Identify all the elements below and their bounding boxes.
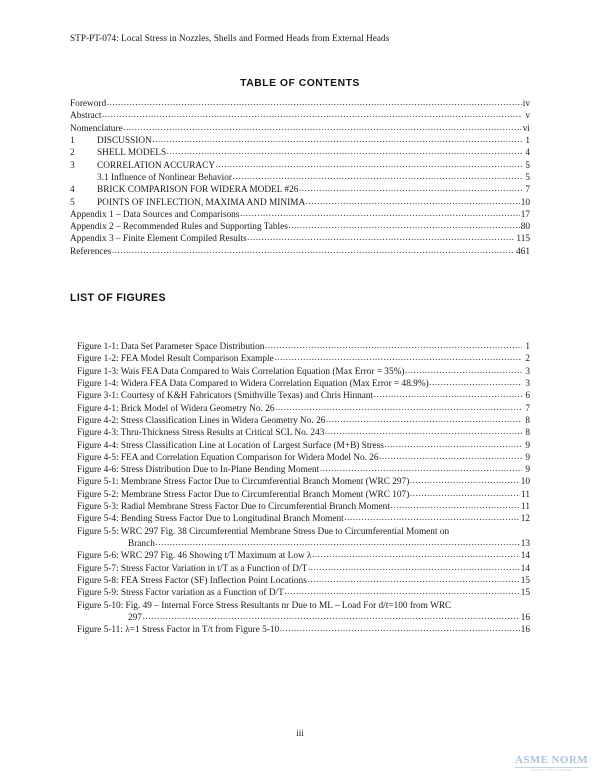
entry-label: Figure 4-2: Stress Classification Lines in Widera Geometry No. 26	[77, 415, 326, 426]
toc-entry[interactable]	[70, 246, 530, 258]
dot-leader	[379, 451, 522, 460]
dot-leader	[288, 220, 519, 229]
entry-number: 4	[70, 185, 75, 196]
figure-entry[interactable]	[70, 624, 530, 636]
entry-page-number: vi	[522, 123, 530, 134]
entry-page-number: 1	[525, 135, 530, 146]
running-header: STP-PT-074: Local Stress in Nozzles, Shells and Formed Heads from External Heads	[70, 33, 390, 43]
entry-page-number: 7	[525, 403, 530, 414]
dot-leader	[152, 134, 522, 143]
entry-label: Figure 4-5: FEA and Correlation Equation Comparison for Widera Model No. 26	[77, 452, 379, 463]
entry-label: Figure 5-5: WRC 297 Fig. 38 Circumferential Membrane Stress Due to Circumferential Moment on	[77, 526, 450, 537]
dot-leader	[410, 475, 520, 484]
dot-leader	[274, 352, 522, 361]
entry-label: Figure 4-1: Brick Model of Widera Geometry No. 26	[77, 403, 275, 414]
dot-leader	[344, 512, 519, 521]
entry-page-number: 16	[520, 625, 530, 636]
entry-label: 297	[128, 612, 142, 623]
entry-label: Figure 5-11: λ=1 Stress Factor in T/t from Figure 5-10	[77, 625, 280, 636]
entry-label: Figure 1-2: FEA Model Result Comparison Example	[77, 354, 274, 365]
entry-label: Figure 4-6: Stress Distribution Due to In-Plane Bending Moment	[77, 465, 320, 476]
table-of-contents-list	[70, 98, 530, 258]
entry-page-number: 2	[525, 354, 530, 365]
dot-leader	[299, 183, 522, 192]
dot-leader	[216, 159, 522, 168]
table-of-contents-heading: TABLE OF CONTENTS	[240, 78, 360, 89]
entry-label: POINTS OF INFLECTION, MAXIMA AND MINIMA	[97, 197, 306, 208]
dot-leader	[390, 500, 520, 509]
entry-page-number: 5	[525, 160, 530, 171]
dot-leader	[240, 208, 520, 217]
entry-page-number: 16	[520, 612, 530, 623]
entry-label: Figure 5-7: Stress Factor Variation in t/T as a Function of D/T	[77, 563, 308, 574]
entry-label: Appendix 3 – Finite Element Compiled Results	[70, 234, 247, 245]
dot-leader	[275, 402, 522, 411]
list-of-figures-heading: LIST OF FIGURES	[70, 292, 166, 304]
dot-leader	[107, 97, 522, 106]
entry-page-number: 17	[520, 209, 530, 220]
entry-label: Figure 4-3: Thru-Thickness Stress Results at Critical SCL No. 243	[77, 428, 325, 439]
entry-page-number: 5	[525, 172, 530, 183]
dot-leader	[102, 109, 522, 118]
entry-label: Figure 5-1: Membrane Stress Factor Due to Circumferential Branch Moment (WRC 297)	[77, 477, 410, 488]
entry-page-number: iv	[522, 99, 530, 109]
entry-label: DISCUSSION	[97, 135, 152, 146]
dot-leader	[374, 389, 522, 398]
dot-leader	[312, 549, 520, 558]
entry-label: Figure 5-6: WRC 297 Fig. 46 Showing t/T Maximum at Low λ	[77, 551, 312, 562]
entry-label: Appendix 1 – Data Sources and Comparisons	[70, 209, 240, 220]
entry-label: Figure 5-2: Membrane Stress Factor Due to Circumferential Branch Moment (WRC 107)	[77, 489, 410, 500]
entry-page-number: 80	[520, 222, 530, 233]
dot-leader	[325, 426, 522, 435]
dot-leader	[280, 623, 520, 632]
entry-page-number: 1	[525, 342, 530, 352]
dot-leader	[112, 245, 515, 254]
entry-page-number: 8	[525, 415, 530, 426]
entry-page-number: 14	[520, 551, 530, 562]
entry-label: Figure 5-8: FEA Stress Factor (SF) Inflection Point Locations	[77, 575, 307, 586]
dot-leader	[233, 171, 522, 180]
entry-label: Nomenclature	[70, 123, 123, 134]
entry-number: 5	[70, 197, 75, 208]
dot-leader	[155, 537, 519, 546]
entry-page-number: 11	[521, 502, 530, 513]
dot-leader	[308, 562, 520, 571]
entry-page-number: 9	[525, 452, 530, 463]
entry-page-number: 9	[525, 465, 530, 476]
entry-label: Figure 4-4: Stress Classification Line at Location of Largest Surface (M+B) Stress	[77, 440, 384, 451]
dot-leader	[247, 232, 515, 241]
entry-label: Appendix 2 – Recommended Rules and Supporting Tables	[70, 222, 288, 233]
entry-page-number: v	[525, 111, 530, 122]
entry-label: Figure 5-4: Bending Stress Factor Due to Longitudinal Branch Moment	[77, 514, 344, 525]
entry-page-number: 12	[520, 514, 530, 525]
entry-label: BRICK COMPARISON FOR WIDERA MODEL #26	[97, 185, 299, 196]
entry-label: Branch	[128, 539, 155, 549]
entry-page-number: 10	[520, 197, 530, 208]
dot-leader	[326, 414, 522, 423]
entry-number: 1	[70, 135, 75, 146]
asme-norm-logo-subtext: SETTING THE STANDARD	[530, 767, 573, 772]
dot-leader	[167, 146, 522, 155]
dot-leader	[320, 463, 522, 472]
entry-label: Figure 5-9: Stress Factor variation as a Function of D/T	[77, 588, 284, 599]
asme-norm-logo	[515, 755, 588, 772]
dot-leader	[306, 196, 520, 205]
dot-leader	[123, 122, 522, 131]
entry-page-number: 10	[520, 477, 530, 488]
dot-leader	[307, 574, 519, 583]
entry-number: 3	[70, 160, 75, 171]
entry-page-number: 6	[525, 391, 530, 402]
entry-page-number: 8	[525, 428, 530, 439]
entry-label: Figure 5-3: Radial Membrane Stress Factor Due to Circumferential Branch Moment	[77, 502, 390, 513]
entry-page-number: 14	[520, 563, 530, 574]
dot-leader	[284, 586, 519, 595]
figure-entry[interactable]	[70, 587, 530, 599]
dot-leader	[410, 488, 520, 497]
entry-page-number: 13	[520, 539, 530, 549]
dot-leader	[429, 377, 522, 386]
entry-page-number: 7	[525, 185, 530, 196]
entry-label: 3.1 Influence of Nonlinear Behavior	[97, 172, 233, 183]
entry-page-number: 115	[516, 234, 530, 245]
entry-label: Figure 1-3: Wais FEA Data Compared to Wais Correlation Equation (Max Error = 35%)	[77, 366, 405, 377]
entry-label: Figure 1-4: Widera FEA Data Compared to Widera Correlation Equation (Max Error = 48.9%)	[77, 378, 429, 389]
figure-entry[interactable]	[70, 513, 530, 525]
page-number: iii	[296, 729, 304, 739]
entry-page-number: 9	[525, 440, 530, 451]
entry-label: Abstract	[70, 111, 102, 122]
entry-label: CORRELATION ACCURACY	[97, 160, 216, 171]
entry-page-number: 15	[520, 575, 530, 586]
entry-page-number: 3	[525, 366, 530, 377]
dot-leader	[142, 611, 519, 620]
entry-page-number: 3	[525, 378, 530, 389]
entry-label: Figure 3-1: Courtesy of K&H Fabricators (Smithville Texas) and Chris Hinnant	[77, 391, 374, 402]
entry-label: References	[70, 246, 112, 257]
asme-norm-logo-text: ASME NORM	[515, 753, 588, 766]
entry-page-number: 11	[521, 489, 530, 500]
entry-number: 2	[70, 148, 75, 159]
dot-leader	[384, 439, 522, 448]
entry-page-number: 15	[520, 588, 530, 599]
entry-label: Figure 1-1: Data Set Parameter Space Distribution	[77, 342, 265, 352]
entry-label: Foreword	[70, 99, 107, 109]
dot-leader	[265, 340, 522, 349]
entry-label: SHELL MODELS	[97, 148, 167, 159]
dot-leader	[405, 365, 522, 374]
list-of-figures-list	[70, 341, 530, 637]
entry-label: Figure 5-10: Fig. 49 – Internal Force Stress Resultants nr Due to ML – Load For d/t=100 from WRC	[77, 600, 452, 611]
entry-page-number: 4	[525, 148, 530, 159]
entry-page-number: 461	[516, 246, 530, 257]
